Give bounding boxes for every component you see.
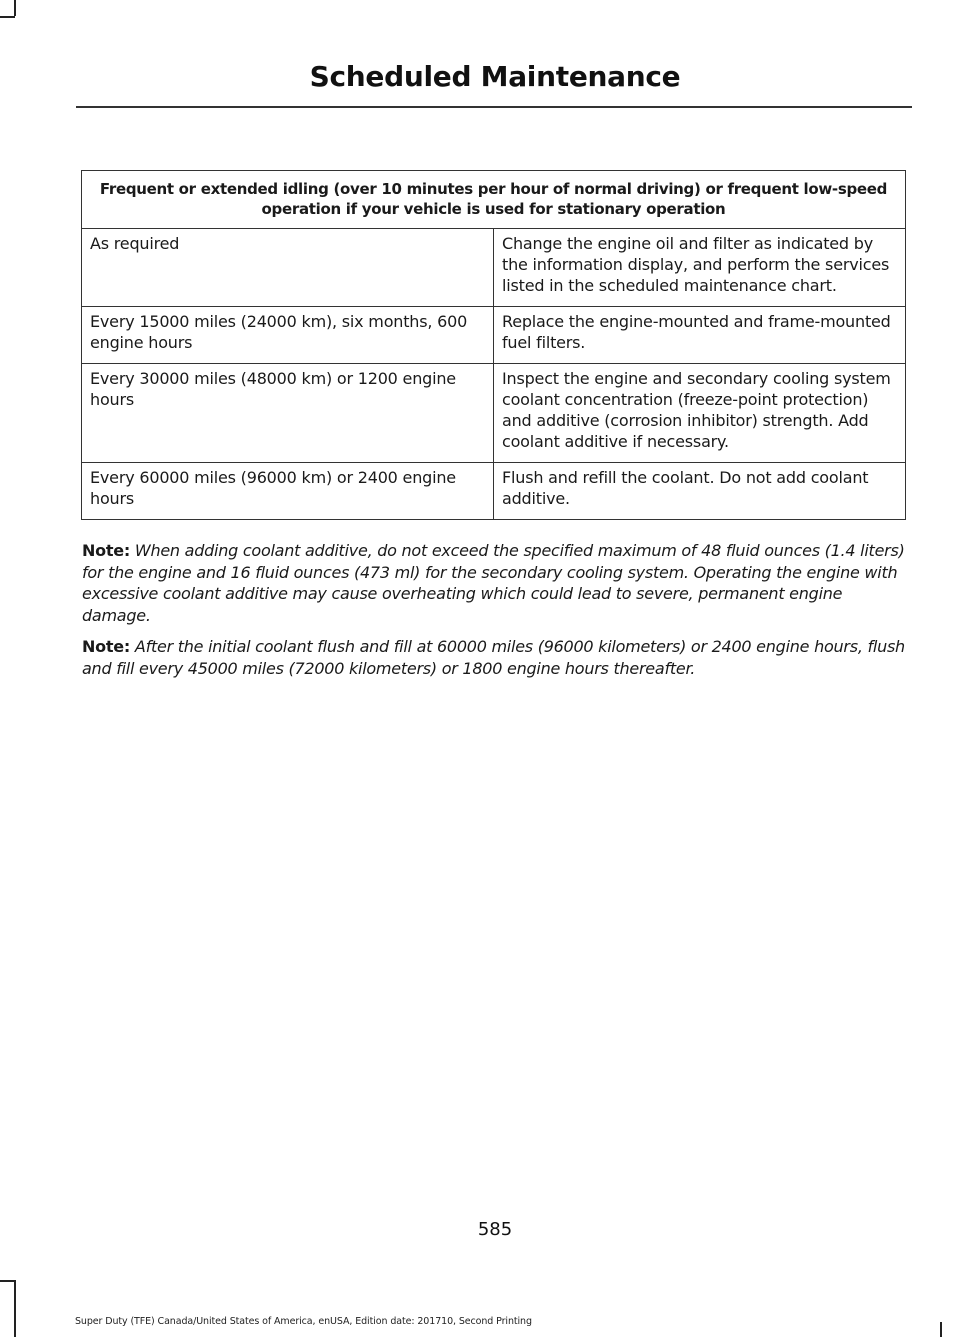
action-cell: Replace the engine-mounted and frame-mounted fuel filters. (494, 307, 906, 364)
crop-mark-bottom-left-horizontal (0, 1280, 15, 1282)
action-cell: Inspect the engine and secondary cooling system coolant concentration (freeze-point protection) and additive (corrosion inhibitor) strength. Add coolant additive if necessary. (494, 364, 906, 463)
action-cell: Change the engine oil and filter as indicated by the information display, and perform the services listed in the scheduled maintenance chart. (494, 229, 906, 307)
table-row (82, 364, 906, 463)
crop-mark-top-left (14, 0, 16, 16)
maintenance-table (81, 170, 906, 520)
interval-cell: As required (82, 229, 494, 307)
table-row (82, 229, 906, 307)
edition-footer: Super Duty (TFE) Canada/United States of America, enUSA, Edition date: 201710, Second Printing (75, 1316, 532, 1327)
title-rule (76, 106, 912, 108)
table-heading: Frequent or extended idling (over 10 minutes per hour of normal driving) or frequent low-speed operation if your vehicle is used for stationary operation (82, 171, 906, 229)
interval-cell: Every 30000 miles (48000 km) or 1200 engine hours (82, 364, 494, 463)
table-row (82, 463, 906, 520)
note-label: Note: (82, 637, 131, 656)
action-cell: Flush and refill the coolant. Do not add coolant additive. (494, 463, 906, 520)
note-coolant-flush (82, 636, 910, 679)
note-coolant-additive (82, 540, 910, 626)
note-text: When adding coolant additive, do not exceed the specified maximum of 48 fluid ounces (1.4 liters) for the engine and 16 fluid ounces (473 ml) for the secondary cooling system. Operating the engine with excessive coolant additive may cause overheating which could lead to severe, permanent engine damage. (82, 541, 905, 625)
note-label: Note: (82, 541, 131, 560)
page-title: Scheduled Maintenance (309, 60, 681, 93)
interval-cell: Every 60000 miles (96000 km) or 2400 engine hours (82, 463, 494, 520)
table-row (82, 307, 906, 364)
crop-mark-top-left-horizontal (0, 16, 15, 18)
table-heading-row (82, 171, 906, 229)
crop-mark-bottom-right (940, 1322, 942, 1337)
page-number: 585 (477, 1219, 513, 1240)
interval-cell: Every 15000 miles (24000 km), six months, 600 engine hours (82, 307, 494, 364)
crop-mark-bottom-left (14, 1280, 16, 1337)
notes-section (82, 540, 910, 689)
note-text: After the initial coolant flush and fill at 60000 miles (96000 kilometers) or 2400 engine hours, flush and fill every 45000 miles (72000 kilometers) or 1800 engine hours thereafter. (82, 637, 905, 678)
